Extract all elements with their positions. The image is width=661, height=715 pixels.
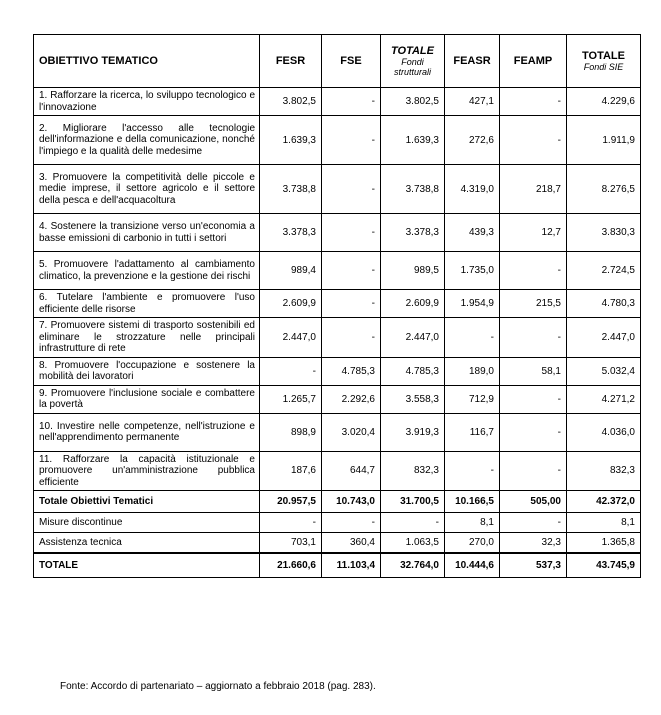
cell-feasr: 10.166,5	[445, 491, 500, 513]
cell-feamp: 12,7	[500, 214, 567, 252]
header-fse: FSE	[322, 35, 381, 88]
table-row	[34, 116, 641, 165]
table-row	[34, 88, 641, 116]
cell-feasr: 189,0	[445, 357, 500, 385]
cell-feasr: 427,1	[445, 88, 500, 116]
row-label: 4. Sostenere la transizione verso un'economia a basse emissioni di carbonio in tutti i settori	[34, 214, 260, 252]
cell-feamp: 218,7	[500, 165, 567, 214]
cell-fse: 4.785,3	[322, 357, 381, 385]
cell-fesr: 1.265,7	[260, 385, 322, 413]
cell-tot-sie: 1.365,8	[567, 533, 641, 554]
cell-tot-sie: 832,3	[567, 451, 641, 491]
cell-fesr: 703,1	[260, 533, 322, 554]
cell-tot-str: 3.558,3	[381, 385, 445, 413]
cell-feasr: 8,1	[445, 513, 500, 533]
cell-fesr: 3.802,5	[260, 88, 322, 116]
header-feasr: FEASR	[445, 35, 500, 88]
cell-feamp: 537,3	[500, 553, 567, 578]
row-label: 1. Rafforzare la ricerca, lo sviluppo tecnologico e l'innovazione	[34, 88, 260, 116]
cell-feasr: -	[445, 318, 500, 358]
cell-tot-sie: 8,1	[567, 513, 641, 533]
row-label: 7. Promuovere sistemi di trasporto sostenibili ed eliminare le strozzature nelle principali infrastrutture di rete	[34, 318, 260, 358]
cell-tot-str: 1.063,5	[381, 533, 445, 554]
cell-fesr: -	[260, 357, 322, 385]
cell-tot-sie: 4.780,3	[567, 290, 641, 318]
cell-feamp: -	[500, 513, 567, 533]
cell-feamp: 58,1	[500, 357, 567, 385]
row-label: 5. Promuovere l'adattamento al cambiamento climatico, la prevenzione e la gestione dei rischi	[34, 252, 260, 290]
cell-tot-str: 32.764,0	[381, 553, 445, 578]
cell-fse: -	[322, 318, 381, 358]
cell-fse: 10.743,0	[322, 491, 381, 513]
cell-tot-str: 4.785,3	[381, 357, 445, 385]
header-row	[34, 35, 641, 88]
misure-discontinue-row	[34, 513, 641, 533]
row-label: Totale Obiettivi Tematici	[34, 491, 260, 513]
cell-fesr: 21.660,6	[260, 553, 322, 578]
header-totale-strutturali-sub: Fondi strutturali	[393, 57, 431, 77]
cell-feamp: 215,5	[500, 290, 567, 318]
cell-tot-str: 2.447,0	[381, 318, 445, 358]
cell-tot-sie: 4.229,6	[567, 88, 641, 116]
cell-tot-sie: 2.447,0	[567, 318, 641, 358]
cell-fse: -	[322, 290, 381, 318]
header-totale-sie-sub: Fondi SIE	[583, 62, 624, 72]
assistenza-tecnica-row	[34, 533, 641, 554]
cell-tot-str: 832,3	[381, 451, 445, 491]
header-feamp: FEAMP	[500, 35, 567, 88]
cell-fesr: 187,6	[260, 451, 322, 491]
cell-fse: 3.020,4	[322, 413, 381, 451]
funds-table	[33, 34, 641, 578]
row-label: 2. Migliorare l'accesso alle tecnologie dell'informazione e della comunicazione, nonché l'impiego e la qualità delle medesime	[34, 116, 260, 165]
cell-feasr: 1.735,0	[445, 252, 500, 290]
cell-tot-sie: 42.372,0	[567, 491, 641, 513]
cell-feasr: 712,9	[445, 385, 500, 413]
cell-fesr: 2.447,0	[260, 318, 322, 358]
header-obiettivo: OBIETTIVO TEMATICO	[34, 35, 260, 88]
cell-tot-sie: 1.911,9	[567, 116, 641, 165]
cell-fesr: 1.639,3	[260, 116, 322, 165]
cell-fesr: 989,4	[260, 252, 322, 290]
table-row	[34, 451, 641, 491]
cell-fesr: 3.738,8	[260, 165, 322, 214]
cell-fse: -	[322, 214, 381, 252]
cell-fse: 11.103,4	[322, 553, 381, 578]
table-body	[34, 88, 641, 578]
row-label: 10. Investire nelle competenze, nell'istruzione e nell'apprendimento permanente	[34, 413, 260, 451]
cell-tot-str: 1.639,3	[381, 116, 445, 165]
cell-fse: -	[322, 252, 381, 290]
cell-tot-sie: 8.276,5	[567, 165, 641, 214]
row-label: Assistenza tecnica	[34, 533, 260, 554]
cell-fse: 644,7	[322, 451, 381, 491]
cell-tot-str: 2.609,9	[381, 290, 445, 318]
cell-feamp: 505,00	[500, 491, 567, 513]
totale-row	[34, 553, 641, 578]
cell-feamp: -	[500, 451, 567, 491]
cell-feasr: 4.319,0	[445, 165, 500, 214]
cell-tot-str: 989,5	[381, 252, 445, 290]
row-label: 3. Promuovere la competitività delle piccole e medie imprese, il settore agricolo e il settore della pesca e dell'acquacoltura	[34, 165, 260, 214]
cell-feasr: 10.444,6	[445, 553, 500, 578]
cell-fse: -	[322, 513, 381, 533]
cell-tot-sie: 43.745,9	[567, 553, 641, 578]
cell-tot-str: -	[381, 513, 445, 533]
cell-tot-sie: 2.724,5	[567, 252, 641, 290]
header-totale-strutturali-main: TOTALE	[391, 45, 434, 57]
cell-tot-str: 31.700,5	[381, 491, 445, 513]
cell-feasr: 272,6	[445, 116, 500, 165]
row-label: 11. Rafforzare la capacità istituzionale e promuovere un'amministrazione pubblica efficiente	[34, 451, 260, 491]
cell-tot-sie: 5.032,4	[567, 357, 641, 385]
header-totale-sie	[567, 35, 641, 88]
row-label: 9. Promuovere l'inclusione sociale e combattere la povertà	[34, 385, 260, 413]
cell-fse: 360,4	[322, 533, 381, 554]
cell-fse: -	[322, 88, 381, 116]
cell-fesr: 898,9	[260, 413, 322, 451]
cell-tot-sie: 4.271,2	[567, 385, 641, 413]
cell-fse: -	[322, 116, 381, 165]
cell-tot-str: 3.738,8	[381, 165, 445, 214]
table-row	[34, 318, 641, 358]
cell-feamp: -	[500, 116, 567, 165]
header-totale-strutturali	[381, 35, 445, 88]
header-fesr: FESR	[260, 35, 322, 88]
cell-feamp: -	[500, 385, 567, 413]
cell-feamp: -	[500, 318, 567, 358]
table-row	[34, 357, 641, 385]
source-note: Fonte: Accordo di partenariato – aggiornato a febbraio 2018 (pag. 283).	[60, 681, 376, 692]
table-row	[34, 413, 641, 451]
row-label: 8. Promuovere l'occupazione e sostenere la mobilità dei lavoratori	[34, 357, 260, 385]
row-label: Misure discontinue	[34, 513, 260, 533]
table-row	[34, 290, 641, 318]
table-row	[34, 214, 641, 252]
cell-tot-sie: 4.036,0	[567, 413, 641, 451]
cell-fesr: 2.609,9	[260, 290, 322, 318]
cell-fse: 2.292,6	[322, 385, 381, 413]
cell-tot-sie: 3.830,3	[567, 214, 641, 252]
cell-feamp: -	[500, 413, 567, 451]
cell-feasr: -	[445, 451, 500, 491]
header-totale-sie-main: TOTALE	[582, 50, 625, 62]
cell-feasr: 116,7	[445, 413, 500, 451]
cell-tot-str: 3.378,3	[381, 214, 445, 252]
table-row	[34, 385, 641, 413]
cell-feasr: 439,3	[445, 214, 500, 252]
cell-feamp: -	[500, 252, 567, 290]
cell-tot-str: 3.802,5	[381, 88, 445, 116]
row-label: 6. Tutelare l'ambiente e promuovere l'uso efficiente delle risorse	[34, 290, 260, 318]
cell-feasr: 270,0	[445, 533, 500, 554]
table-row	[34, 165, 641, 214]
totale-obiettivi-row	[34, 491, 641, 513]
cell-fse: -	[322, 165, 381, 214]
cell-fesr: 3.378,3	[260, 214, 322, 252]
cell-feamp: -	[500, 88, 567, 116]
cell-feamp: 32,3	[500, 533, 567, 554]
document	[33, 34, 640, 578]
cell-feasr: 1.954,9	[445, 290, 500, 318]
cell-fesr: 20.957,5	[260, 491, 322, 513]
cell-tot-str: 3.919,3	[381, 413, 445, 451]
table-row	[34, 252, 641, 290]
row-label: TOTALE	[34, 553, 260, 578]
cell-fesr: -	[260, 513, 322, 533]
